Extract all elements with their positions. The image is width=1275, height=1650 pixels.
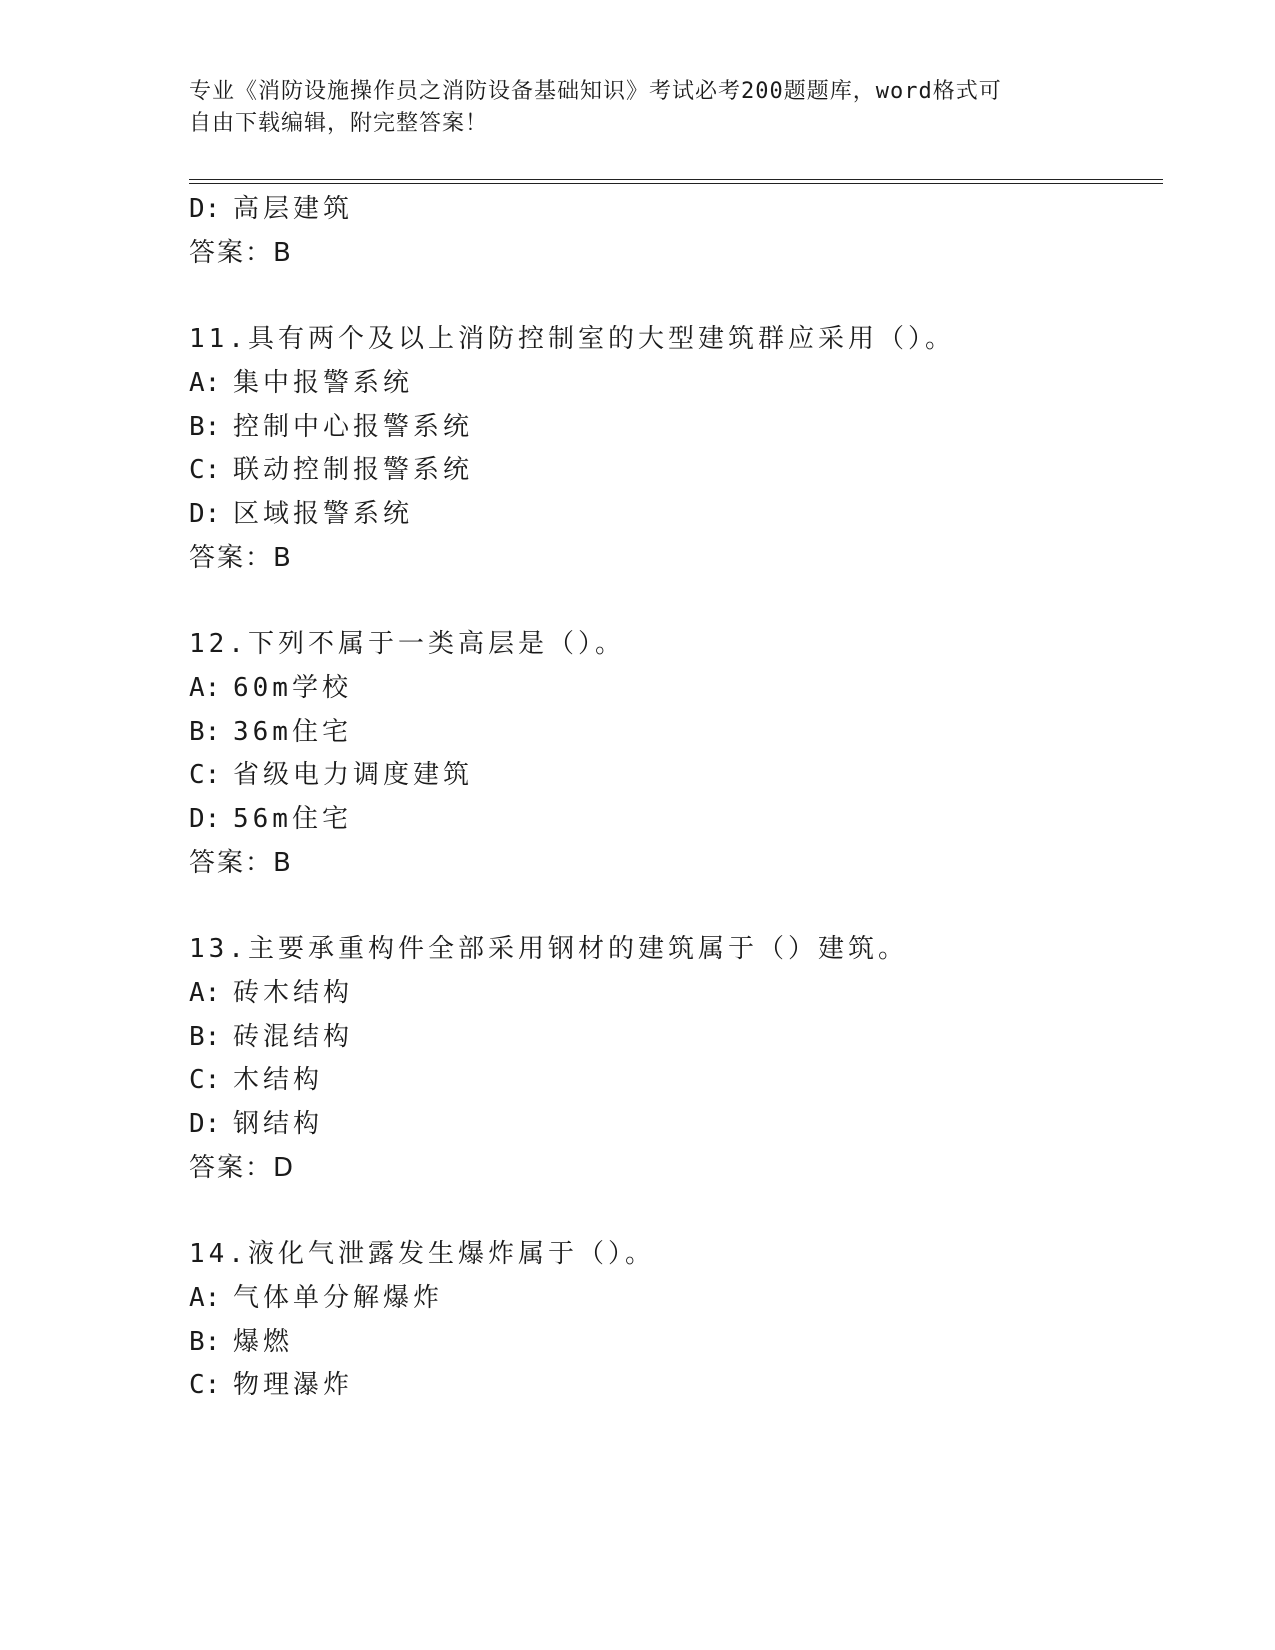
question-stem: 11.具有两个及以上消防控制室的大型建筑群应采用（）。 — [189, 324, 955, 354]
option-text: 56m住宅 — [233, 804, 352, 834]
option-b — [189, 1325, 293, 1359]
option-text: 联动控制报警系统 — [233, 455, 474, 485]
option-d — [189, 1107, 323, 1141]
header-divider — [189, 179, 1163, 184]
option-label: D: — [189, 1109, 221, 1139]
option-text: 省级电力调度建筑 — [233, 760, 474, 790]
option-text: 集中报警系统 — [233, 368, 414, 398]
option-text: 砖木结构 — [233, 978, 354, 1008]
answer: 答案：B — [189, 238, 293, 268]
option-c — [189, 1063, 323, 1097]
document-header — [189, 76, 1089, 140]
option-label: A: — [189, 673, 221, 703]
option-label: A: — [189, 978, 221, 1008]
option-label: B: — [189, 1022, 221, 1052]
option-text: 气体单分解爆炸 — [233, 1283, 444, 1313]
option-a — [189, 671, 352, 705]
answer: 答案：B — [189, 848, 293, 878]
answer: 答案：B — [189, 543, 293, 573]
option-label: C: — [189, 1370, 221, 1400]
option-b — [189, 715, 352, 749]
question-stem: 12.下列不属于一类高层是（）。 — [189, 629, 625, 659]
option-a — [189, 976, 353, 1010]
option-b — [189, 1020, 353, 1054]
option-b — [189, 410, 473, 444]
option-c — [189, 453, 473, 487]
option-text: 物理瀑炸 — [233, 1370, 354, 1400]
header-line-2: 自由下载编辑，附完整答案！ — [189, 111, 489, 136]
answer: 答案：D — [189, 1153, 296, 1183]
option-label: D: — [189, 194, 221, 224]
option-text: 60m学校 — [233, 673, 352, 703]
option-c — [189, 758, 473, 792]
option-label: B: — [189, 1327, 221, 1357]
option-label: C: — [189, 1065, 221, 1095]
option-d — [189, 192, 353, 226]
option-text: 砖混结构 — [233, 1022, 354, 1052]
option-text: 爆燃 — [233, 1327, 294, 1357]
question-stem: 14.液化气泄露发生爆炸属于（）。 — [189, 1239, 655, 1269]
header-line-1: 专业《消防设施操作员之消防设备基础知识》考试必考200题题库，word格式可 — [189, 79, 1002, 104]
option-text: 36m住宅 — [233, 717, 352, 747]
option-d — [189, 497, 413, 531]
option-label: B: — [189, 412, 221, 442]
option-label: B: — [189, 717, 221, 747]
option-label: C: — [189, 455, 221, 485]
option-a — [189, 366, 413, 400]
option-d — [189, 802, 352, 836]
option-text: 控制中心报警系统 — [233, 412, 474, 442]
option-label: D: — [189, 804, 221, 834]
option-c — [189, 1368, 353, 1402]
question-stem: 13.主要承重构件全部采用钢材的建筑属于（）建筑。 — [189, 934, 908, 964]
option-text: 钢结构 — [233, 1109, 324, 1139]
option-label: A: — [189, 1283, 221, 1313]
option-text: 高层建筑 — [233, 194, 354, 224]
option-text: 区域报警系统 — [233, 499, 414, 529]
option-text: 木结构 — [233, 1065, 324, 1095]
option-a — [189, 1281, 443, 1315]
option-label: C: — [189, 760, 221, 790]
option-label: D: — [189, 499, 221, 529]
option-label: A: — [189, 368, 221, 398]
